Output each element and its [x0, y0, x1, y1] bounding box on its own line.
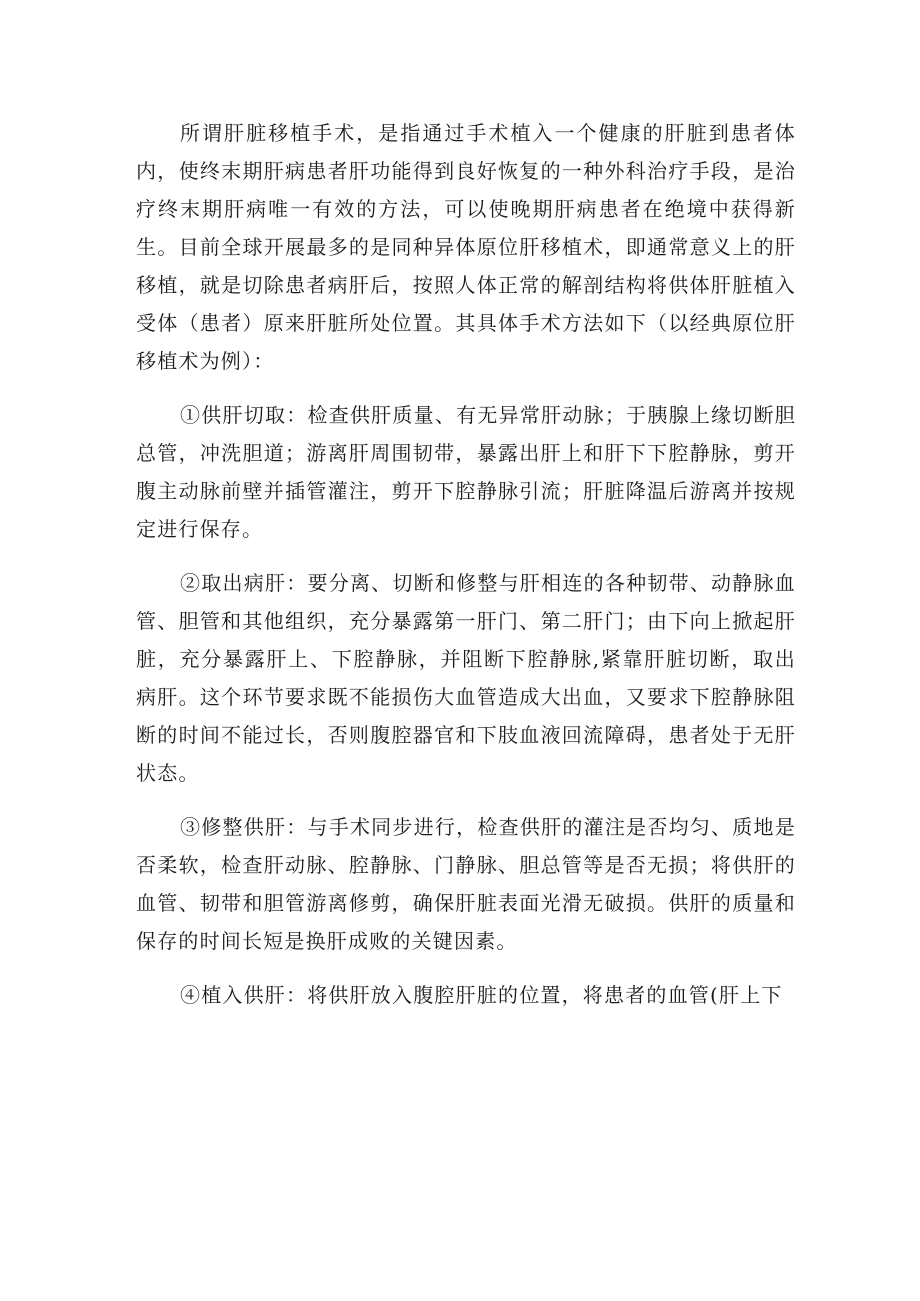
paragraph-step-2: ②取出病肝：要分离、切断和修整与肝相连的各种韧带、动静脉血管、胆管和其他组织，充分暴露第一肝门、第二肝门；由下向上掀起肝脏，充分暴露肝上、下腔静脉，并阻断下腔静脉,紧靠肝脏切断，取出病肝。这个环节要求既不能损伤大血管造成大出血，又要求下腔静脉阻断的时间不能过长，否则腹腔器官和下肢血液回流障碍，患者处于无肝状态。	[136, 571, 796, 785]
paragraph-intro: 所谓肝脏移植手术，是指通过手术植入一个健康的肝脏到患者体内，使终末期肝病患者肝功能得到良好恢复的一种外科治疗手段，是治疗终末期肝病唯一有效的方法，可以使晚期肝病患者在绝境中获得新生。目前全球开展最多的是同种异体原位肝移植术，即通常意义上的肝移植，就是切除患者病肝后，按照人体正常的解剖结构将供体肝脏植入受体（患者）原来肝脏所处位置。其具体手术方法如下（以经典原位肝移植术为例）：	[136, 121, 796, 373]
paragraph-step-3: ③修整供肝：与手术同步进行，检查供肝的灌注是否均匀、质地是否柔软，检查肝动脉、腔静脉、门静脉、胆总管等是否无损；将供肝的血管、韧带和胆管游离修剪，确保肝脏表面光滑无破损。供肝的质量和保存的时间长短是换肝成败的关键因素。	[136, 815, 796, 953]
paragraph-step-4: ④植入供肝：将供肝放入腹腔肝脏的位置，将患者的血管(肝上下	[180, 983, 783, 1007]
document-body	[136, 114, 796, 1030]
paragraph-step-1: ①供肝切取：检查供肝质量、有无异常肝动脉；于胰腺上缘切断胆总管，冲洗胆道；游离肝周围韧带，暴露出肝上和肝下下腔静脉，剪开腹主动脉前壁并插管灌注，剪开下腔静脉引流；肝脏降温后游离并按规定进行保存。	[136, 403, 796, 541]
